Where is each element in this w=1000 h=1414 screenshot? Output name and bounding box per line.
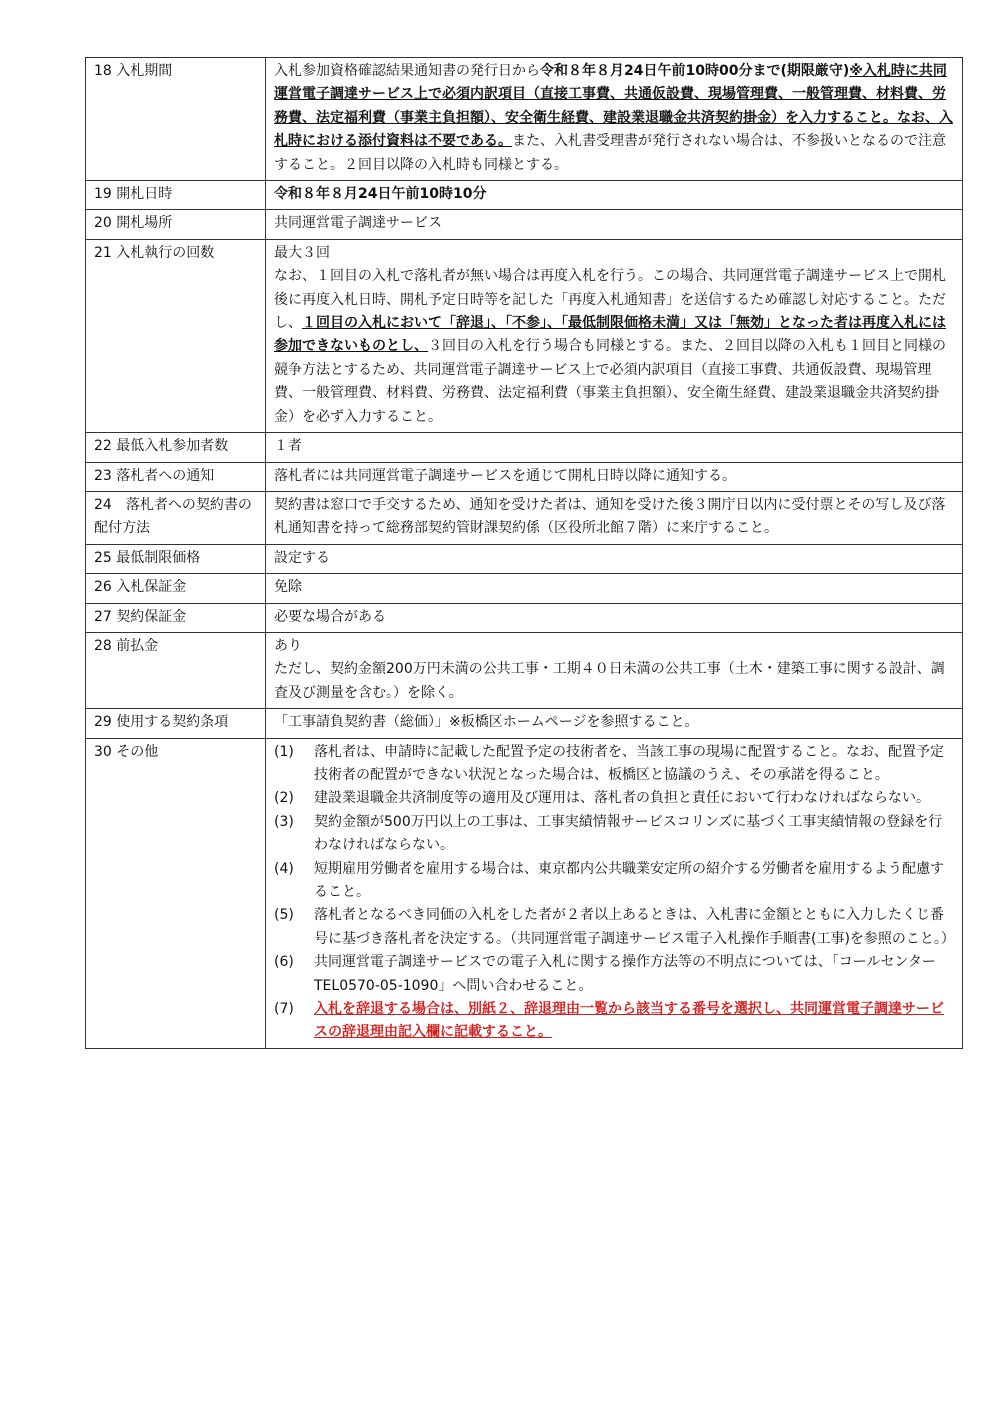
row-opening-datetime	[86, 181, 963, 210]
value-contract-terms: 「工事請負契約書（総価）」※板橋区ホームページを参照すること。	[266, 709, 963, 738]
other-item	[274, 741, 954, 788]
other-item-text: 契約金額が500万円以上の工事は、工事実績情報サービスコリンズに基づく工事実績情報の登録を行わなければならない。	[314, 813, 943, 854]
other-item	[274, 904, 954, 951]
advance-payment-exception: ただし、契約金額200万円未満の公共工事・工期４０日未満の公共工事（土木・建築工事に関する設計、調査及び測量を含む。）を除く。	[274, 661, 945, 701]
other-item-number: (1)	[274, 743, 294, 760]
row-min-price	[86, 544, 963, 573]
document-sheet	[85, 57, 962, 1049]
row-contract-bond	[86, 603, 963, 632]
other-item-text: 落札者は、申請時に記載した配置予定の技術者を、当該工事の現場に配置すること。なお、配置予定技術者の配置ができない状況となった場合は、板橋区と協議のうえ、その承諾を得ること。	[314, 743, 944, 783]
other-item-text: 建設業退職金共済制度等の適用及び運用は、落札者の負担と責任において行わなければならない。	[314, 790, 930, 807]
row-other	[86, 738, 963, 1048]
row-advance-payment	[86, 632, 963, 708]
label-bid-period: 18 入札期間	[86, 58, 266, 181]
bid-rounds-third-round-text: ３回目の入札を行う場合も同様とする。また、２回目以降の入札も１回目と同様の競争方法とするため、共同運営電子調達サービス上で必須内訳項目（直接工事費、共通仮設費、現場管理費、一般管理費、材料費、労務費、法定福利費（事業主負担額）、安全衛生経費、建設業退職金共済契約掛金）	[274, 338, 946, 425]
other-item-text: 落札者となるべき同価の入札をした者が２者以上あるときは、入札書に金額とともに入力したくじ番号に基づき落札者を決定する。（共同運営電子調達サービス電子入札操作手順書(工事)を参照のこと。）	[314, 907, 955, 947]
other-item-number: (6)	[274, 954, 294, 971]
bid-period-required-items-note: ※入札時に共同運営電子調達サービス上で必須内訳項目（直接工事費、共通仮設費、現場管理費、一般管理費、材料費、労務費、法定福利費（事業主負担額）、安全衛生経費、建設業退職金共済契約掛金）を入力すること。なお、入札時における添付資料は不要である。	[274, 63, 953, 150]
value-min-bidders: １者	[266, 433, 963, 462]
row-bid-bond	[86, 574, 963, 603]
value-bid-rounds	[266, 239, 963, 432]
other-item	[274, 787, 954, 810]
bid-period-intro: 入札参加資格確認結果通知書の発行日から	[274, 63, 540, 79]
row-bid-rounds	[86, 239, 963, 432]
value-other	[266, 738, 963, 1048]
tender-spec-table	[85, 57, 963, 1049]
other-item-number: (2)	[274, 790, 294, 807]
other-item-withdrawal	[274, 998, 954, 1045]
label-advance-payment: 28 前払金	[86, 632, 266, 708]
bid-period-receipt-note: また、入札書受理書が発行されない場合は、不参扱いとなるので注意すること。２回目以降の入札時も同様とする。	[274, 133, 946, 173]
value-advance-payment	[266, 632, 963, 708]
label-contract-bond: 27 契約保証金	[86, 603, 266, 632]
other-item-text: 短期雇用労働者を雇用する場合は、東京都内公共職業安定所の紹介する労働者を雇用するよう配慮すること。	[314, 860, 944, 900]
value-winner-notice: 落札者には共同運営電子調達サービスを通じて開札日時以降に通知する。	[266, 462, 963, 491]
label-other: 30 その他	[86, 738, 266, 1048]
value-bid-period	[266, 58, 963, 181]
value-opening-datetime: 令和８年８月24日午前10時10分	[266, 181, 963, 210]
bid-period-deadline: 令和８年８月24日午前10時00分まで(期限厳守)	[540, 63, 850, 79]
label-bid-rounds: 21 入札執行の回数	[86, 239, 266, 432]
label-min-price: 25 最低制限価格	[86, 544, 266, 573]
row-min-bidders	[86, 433, 963, 462]
other-item-text: 共同運営電子調達サービスでの電子入札に関する操作方法等の不明点については、「コールセンター TEL0570-05-1090」へ問い合わせること。	[314, 954, 950, 994]
other-item	[274, 811, 954, 858]
row-contract-delivery	[86, 491, 963, 544]
other-item-number: (5)	[274, 907, 294, 924]
row-winner-notice	[86, 462, 963, 491]
other-item	[274, 858, 954, 905]
other-item-number: (3)	[274, 813, 294, 830]
other-item-number: (7)	[274, 1001, 294, 1018]
label-opening-datetime: 19 開札日時	[86, 181, 266, 210]
other-item-number: (4)	[274, 860, 294, 877]
label-bid-bond: 26 入札保証金	[86, 574, 266, 603]
value-contract-delivery: 契約書は窓口で手交するため、通知を受けた者は、通知を受けた後３開庁日以内に受付票とその写し及び落札通知書を持って総務部契約管財課契約係（区役所北館７階）に来庁すること。	[266, 491, 963, 544]
label-opening-place: 20 開札場所	[86, 210, 266, 239]
label-contract-delivery: 24 落札者への契約書の配付方法	[86, 491, 266, 544]
value-min-price: 設定する	[266, 544, 963, 573]
value-contract-bond: 必要な場合がある	[266, 603, 963, 632]
advance-payment-yes: あり	[274, 637, 302, 654]
row-opening-place	[86, 210, 963, 239]
row-contract-terms	[86, 709, 963, 738]
row-bid-period	[86, 58, 963, 181]
label-min-bidders: 22 最低入札参加者数	[86, 433, 266, 462]
label-winner-notice: 23 落札者への通知	[86, 462, 266, 491]
label-contract-terms: 29 使用する契約条項	[86, 709, 266, 738]
bid-rounds-max: 最大３回	[274, 244, 330, 261]
value-bid-bond: 免除	[266, 574, 963, 603]
bid-rounds-exclusion-note: １回目の入札において「辞退」、「不参」、「最低制限価格未満」又は「無効」となった者は再度入札には参加できないものとし、	[274, 315, 946, 355]
bid-rounds-rebid-text: なお、１回目の入札で落札者が無い場合は再度入札を行う。この場合、共同運営電子調達サービス上で開札後に再度入札日時、開札予定日時等を記した「再度入札通知書」を送信するため確認し対応すること。ただし、	[274, 268, 946, 332]
bid-rounds-input-required: を必ず入力すること。	[302, 408, 442, 425]
other-item	[274, 951, 954, 998]
value-opening-place: 共同運営電子調達サービス	[266, 210, 963, 239]
other-item-withdrawal-text: 入札を辞退する場合は、別紙２、辞退理由一覧から該当する番号を選択し、共同運営電子調達サービスの辞退理由記入欄に記載すること。	[314, 1001, 944, 1041]
